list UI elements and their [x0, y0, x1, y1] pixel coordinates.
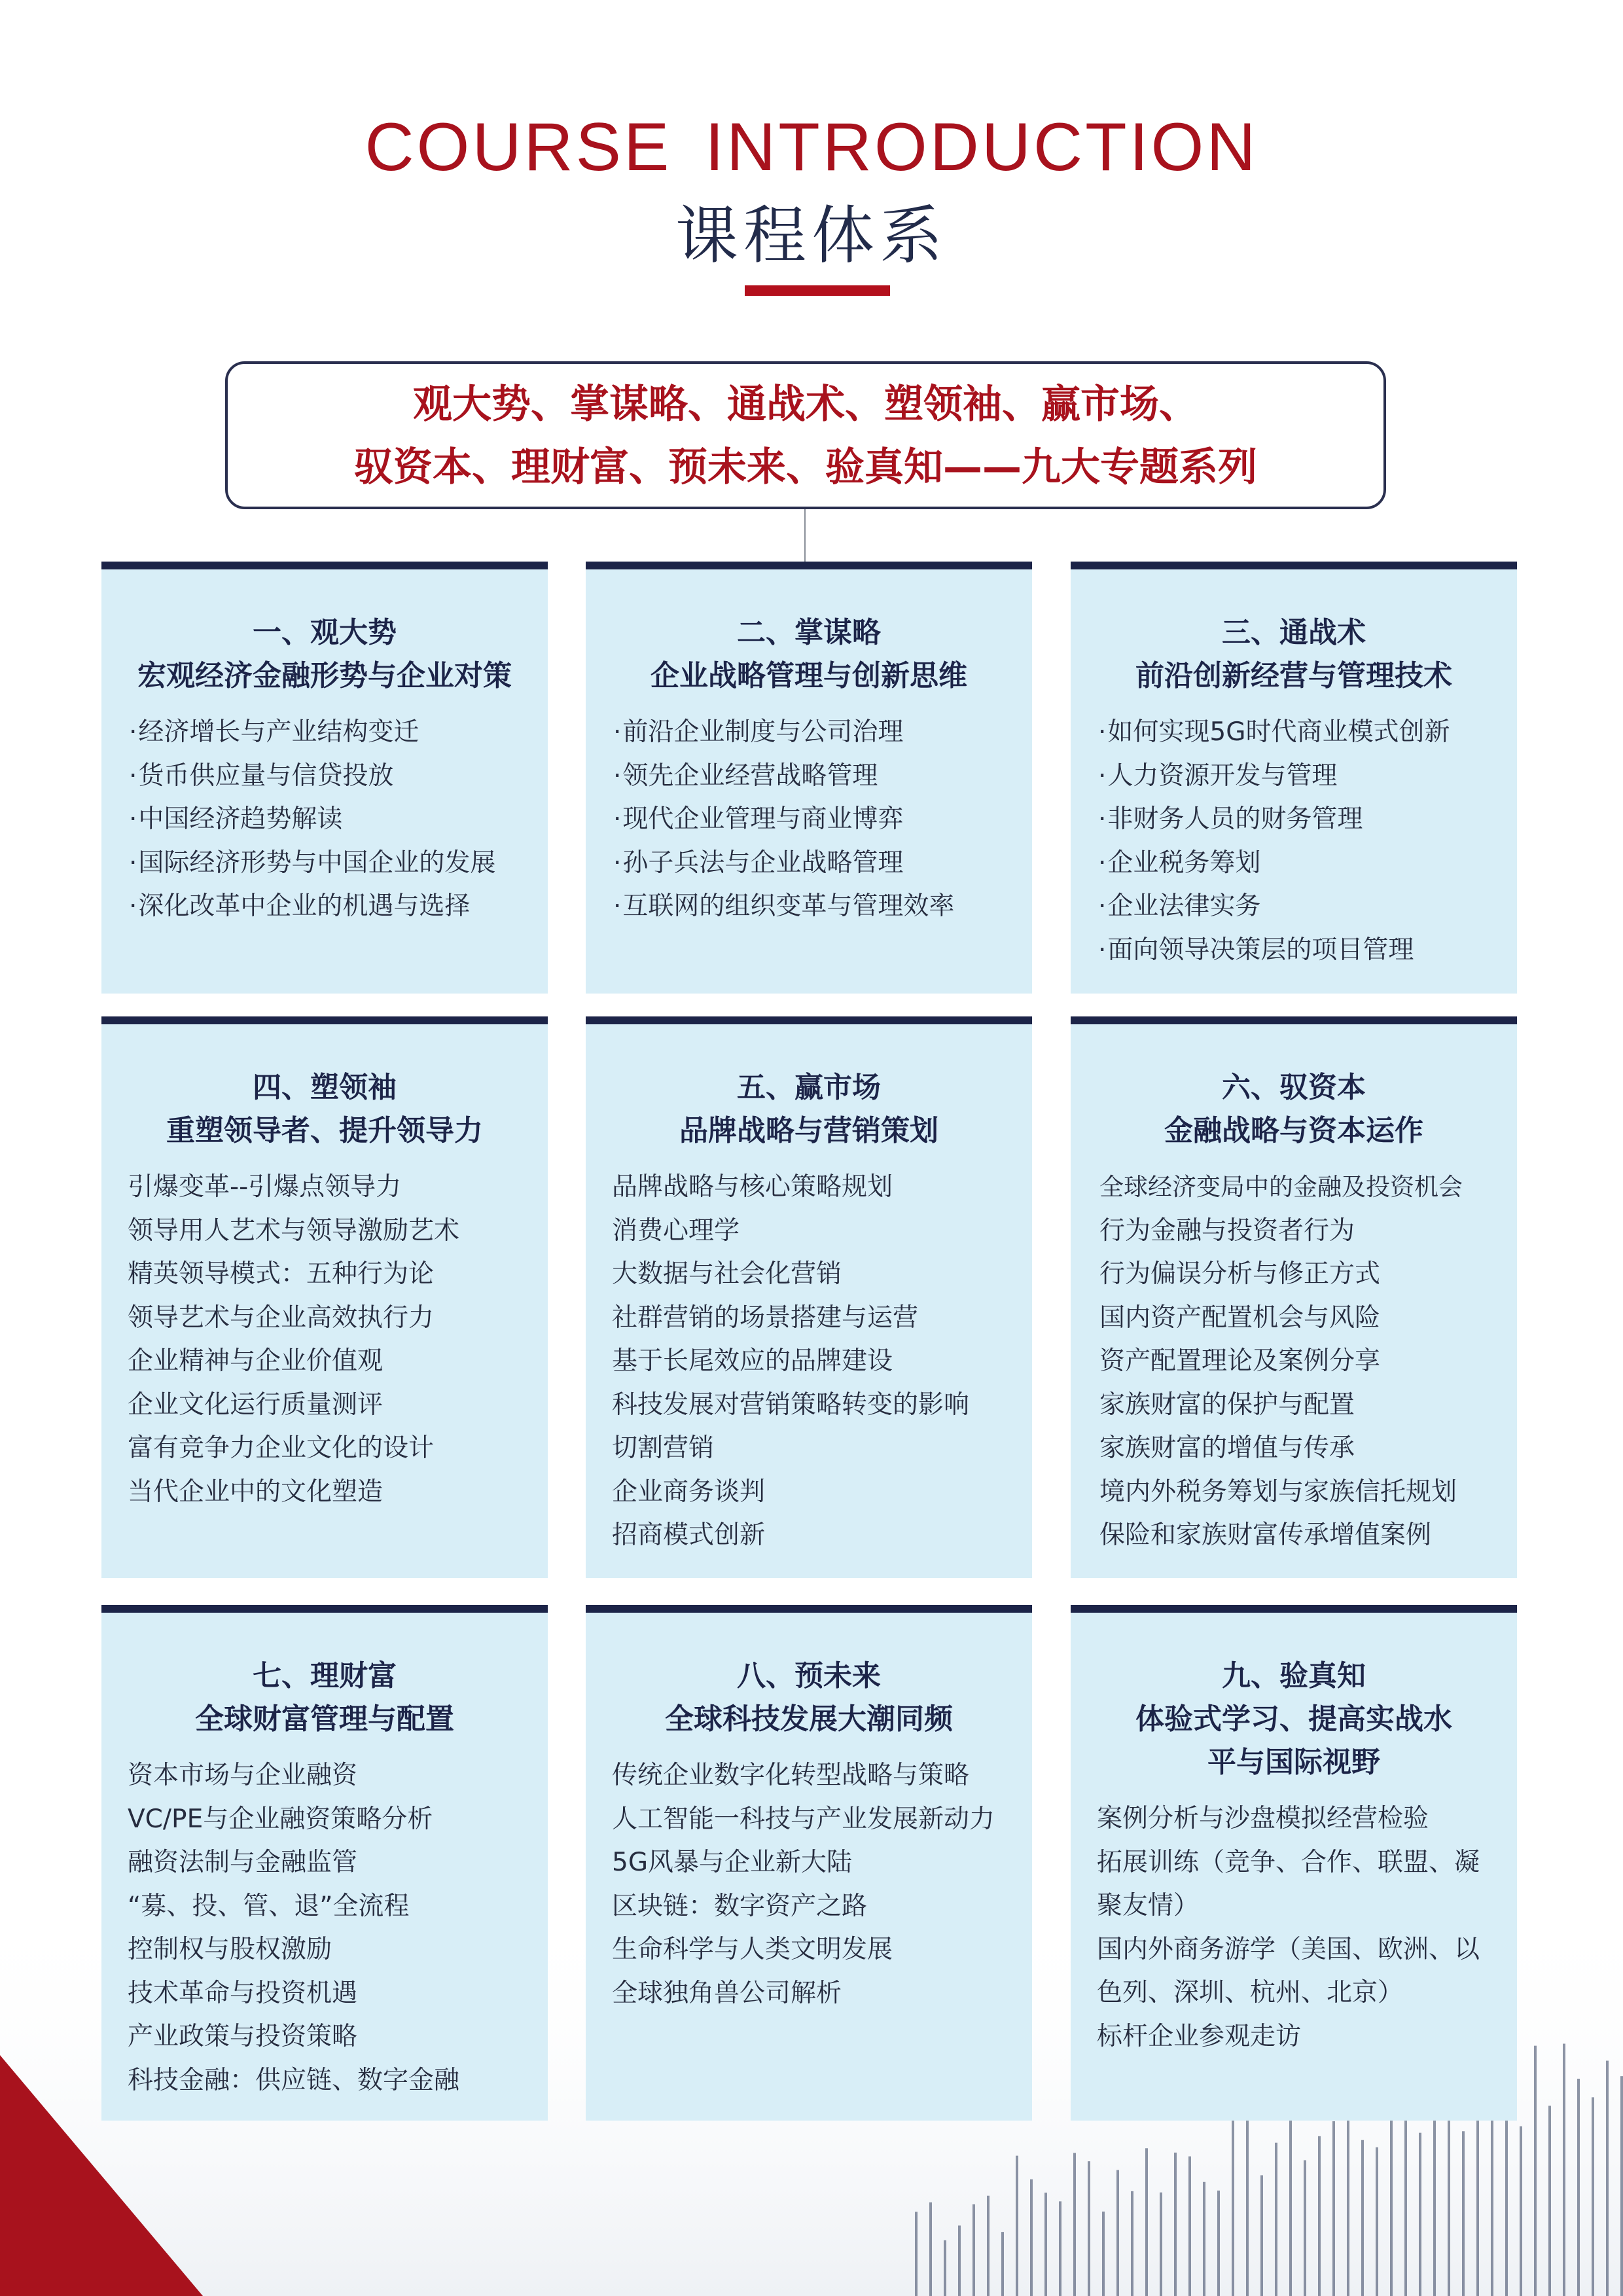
module-subtitle: 宏观经济金融形势与企业对策 — [137, 659, 512, 692]
list-item: “募、投、管、退”全流程 — [128, 1891, 410, 1921]
module-card-5 — [586, 1016, 1032, 1578]
module-number: 二、掌谋略 — [737, 616, 881, 649]
module-topic-list — [586, 711, 1032, 929]
list-item: 行为金融与投资者行为 — [1099, 1215, 1355, 1246]
module-number: 五、赢市场 — [737, 1071, 881, 1104]
list-item: 大数据与社会化营销 — [612, 1259, 842, 1289]
list-item: 科技金融：供应链、数字金融 — [128, 2065, 460, 2095]
list-item: 招商模式创新 — [612, 1520, 766, 1550]
series-banner — [225, 361, 1386, 509]
list-item: 基于长尾效应的品牌建设 — [612, 1346, 893, 1376]
module-card-2 — [586, 562, 1032, 994]
list-item: 保险和家族财富传承增值案例 — [1099, 1520, 1432, 1550]
list-item: 家族财富的保护与配置 — [1099, 1390, 1355, 1420]
list-item: 品牌战略与核心策略规划 — [612, 1172, 893, 1202]
list-item: · 经济增长与产业结构变迁 — [129, 711, 548, 755]
list-item: 引爆变革--引爆点领导力 — [128, 1172, 402, 1202]
banner-connector — [804, 509, 806, 562]
module-topic-list — [101, 711, 548, 929]
module-topic-list — [586, 1166, 1032, 1558]
banner-line-2: 驭资本、理财富、预未来、验真知——九大专题系列 — [354, 444, 1257, 490]
list-item: 技术革命与投资机遇 — [128, 1978, 358, 2008]
module-subtitle: 品牌战略与营销策划 — [679, 1114, 938, 1147]
list-item: · 货币供应量与信贷投放 — [129, 755, 548, 798]
list-item: 全球经济变局中的金融及投资机会 — [1099, 1173, 1463, 1201]
module-number: 一、观大势 — [253, 616, 397, 649]
list-item: · 前沿企业制度与公司治理 — [613, 711, 1032, 755]
list-item: 国内外商务游学（美国、欧洲、以色列、深圳、杭州、北京） — [1097, 1934, 1480, 2007]
list-item: · 互联网的组织变革与管理效率 — [613, 885, 1032, 929]
list-item: 生命科学与人类文明发展 — [612, 1935, 893, 1964]
module-number: 七、理财富 — [253, 1659, 397, 1693]
banner-line-1: 观大势、掌谋略、通战术、塑领袖、赢市场、 — [413, 382, 1198, 427]
module-subtitle: 企业战略管理与创新思维 — [651, 659, 967, 692]
module-subtitle: 全球财富管理与配置 — [195, 1702, 454, 1736]
module-number: 三、通战术 — [1222, 616, 1366, 649]
title-english: COURSE INTRODUCTION — [365, 109, 1258, 185]
module-topic-list — [1071, 1166, 1517, 1558]
module-number: 四、塑领袖 — [253, 1071, 397, 1104]
module-topic-list — [101, 1166, 548, 1514]
module-topic-list — [101, 1754, 548, 2102]
list-item: 行为偏误分析与修正方式 — [1099, 1259, 1381, 1289]
list-item: 精英领导模式：五种行为论 — [128, 1259, 435, 1289]
list-item: · 深化改革中企业的机遇与选择 — [129, 885, 548, 929]
list-item: 境内外税务筹划与家族信托规划 — [1099, 1477, 1457, 1507]
list-item: 企业精神与企业价值观 — [128, 1346, 383, 1376]
list-item: 领导艺术与企业高效执行力 — [128, 1302, 435, 1333]
list-item: 拓展训练（竞争、合作、联盟、凝聚友情） — [1097, 1847, 1480, 1920]
module-number: 九、验真知 — [1222, 1659, 1366, 1693]
list-item: · 现代企业管理与商业博弈 — [613, 798, 1032, 842]
list-item: VC/PE与企业融资策略分析 — [128, 1804, 433, 1834]
list-item: 传统企业数字化转型战略与策略 — [612, 1761, 970, 1790]
list-item: · 如何实现5G时代商业模式创新 — [1098, 711, 1517, 755]
list-item: 企业文化运行质量测评 — [128, 1390, 383, 1420]
list-item: 资产配置理论及案例分享 — [1099, 1346, 1381, 1376]
module-number: 六、驭资本 — [1222, 1071, 1366, 1104]
list-item: 领导用人艺术与领导激励艺术 — [128, 1215, 460, 1246]
list-item: 人工智能一科技与产业发展新动力 — [612, 1804, 995, 1834]
list-item: · 孙子兵法与企业战略管理 — [613, 842, 1032, 886]
list-item: 区块链：数字资产之路 — [612, 1891, 868, 1921]
list-item: · 非财务人员的财务管理 — [1098, 798, 1517, 842]
module-topic-list — [1071, 1797, 1517, 2058]
module-card-4 — [101, 1016, 548, 1578]
title-chinese: 课程体系 — [675, 199, 948, 272]
list-item: · 面向领导决策层的项目管理 — [1098, 929, 1517, 973]
module-card-6 — [1071, 1016, 1517, 1578]
list-item: 全球独角兽公司解析 — [612, 1978, 842, 2008]
list-item: 标杆企业参观走访 — [1097, 2021, 1302, 2051]
module-number: 八、预未来 — [737, 1659, 881, 1693]
module-topic-list — [1071, 711, 1517, 972]
list-item: 产业政策与投资策略 — [128, 2022, 358, 2051]
module-subtitle: 前沿创新经营与管理技术 — [1135, 659, 1452, 692]
module-subtitle: 重塑领导者、提升领导力 — [166, 1114, 483, 1147]
list-item: 富有竞争力企业文化的设计 — [128, 1433, 435, 1463]
module-card-1 — [101, 562, 548, 994]
module-subtitle: 全球科技发展大潮同频 — [665, 1702, 953, 1736]
list-item: 5G风暴与企业新大陆 — [612, 1848, 853, 1877]
list-item: 资本市场与企业融资 — [128, 1761, 358, 1790]
list-item: · 企业法律实务 — [1098, 885, 1517, 929]
module-card-7 — [101, 1605, 548, 2121]
list-item: · 国际经济形势与中国企业的发展 — [129, 842, 548, 886]
list-item: 案例分析与沙盘模拟经营检验 — [1097, 1804, 1429, 1833]
module-card-8 — [586, 1605, 1032, 2121]
list-item: 家族财富的增值与传承 — [1099, 1433, 1355, 1463]
list-item: 融资法制与金融监管 — [128, 1848, 358, 1877]
list-item: · 中国经济趋势解读 — [129, 798, 548, 842]
list-item: 企业商务谈判 — [612, 1477, 766, 1507]
module-subtitle: 体验式学习、提高实战水平与国际视野 — [1135, 1702, 1452, 1779]
list-item: · 企业税务筹划 — [1098, 842, 1517, 886]
list-item: 消费心理学 — [612, 1215, 740, 1246]
list-item: 控制权与股权激励 — [128, 1935, 332, 1964]
module-card-9 — [1071, 1605, 1517, 2121]
list-item: 社群营销的场景搭建与运营 — [612, 1302, 919, 1333]
module-subtitle: 金融战略与资本运作 — [1164, 1114, 1423, 1147]
title-underline — [745, 285, 890, 296]
list-item: 当代企业中的文化塑造 — [128, 1477, 383, 1507]
list-item: · 领先企业经营战略管理 — [613, 755, 1032, 798]
list-item: 切割营销 — [612, 1433, 715, 1463]
module-topic-list — [586, 1754, 1032, 2015]
list-item: 国内资产配置机会与风险 — [1099, 1302, 1381, 1333]
list-item: · 人力资源开发与管理 — [1098, 755, 1517, 798]
list-item: 科技发展对营销策略转变的影响 — [612, 1390, 970, 1420]
module-card-3 — [1071, 562, 1517, 994]
